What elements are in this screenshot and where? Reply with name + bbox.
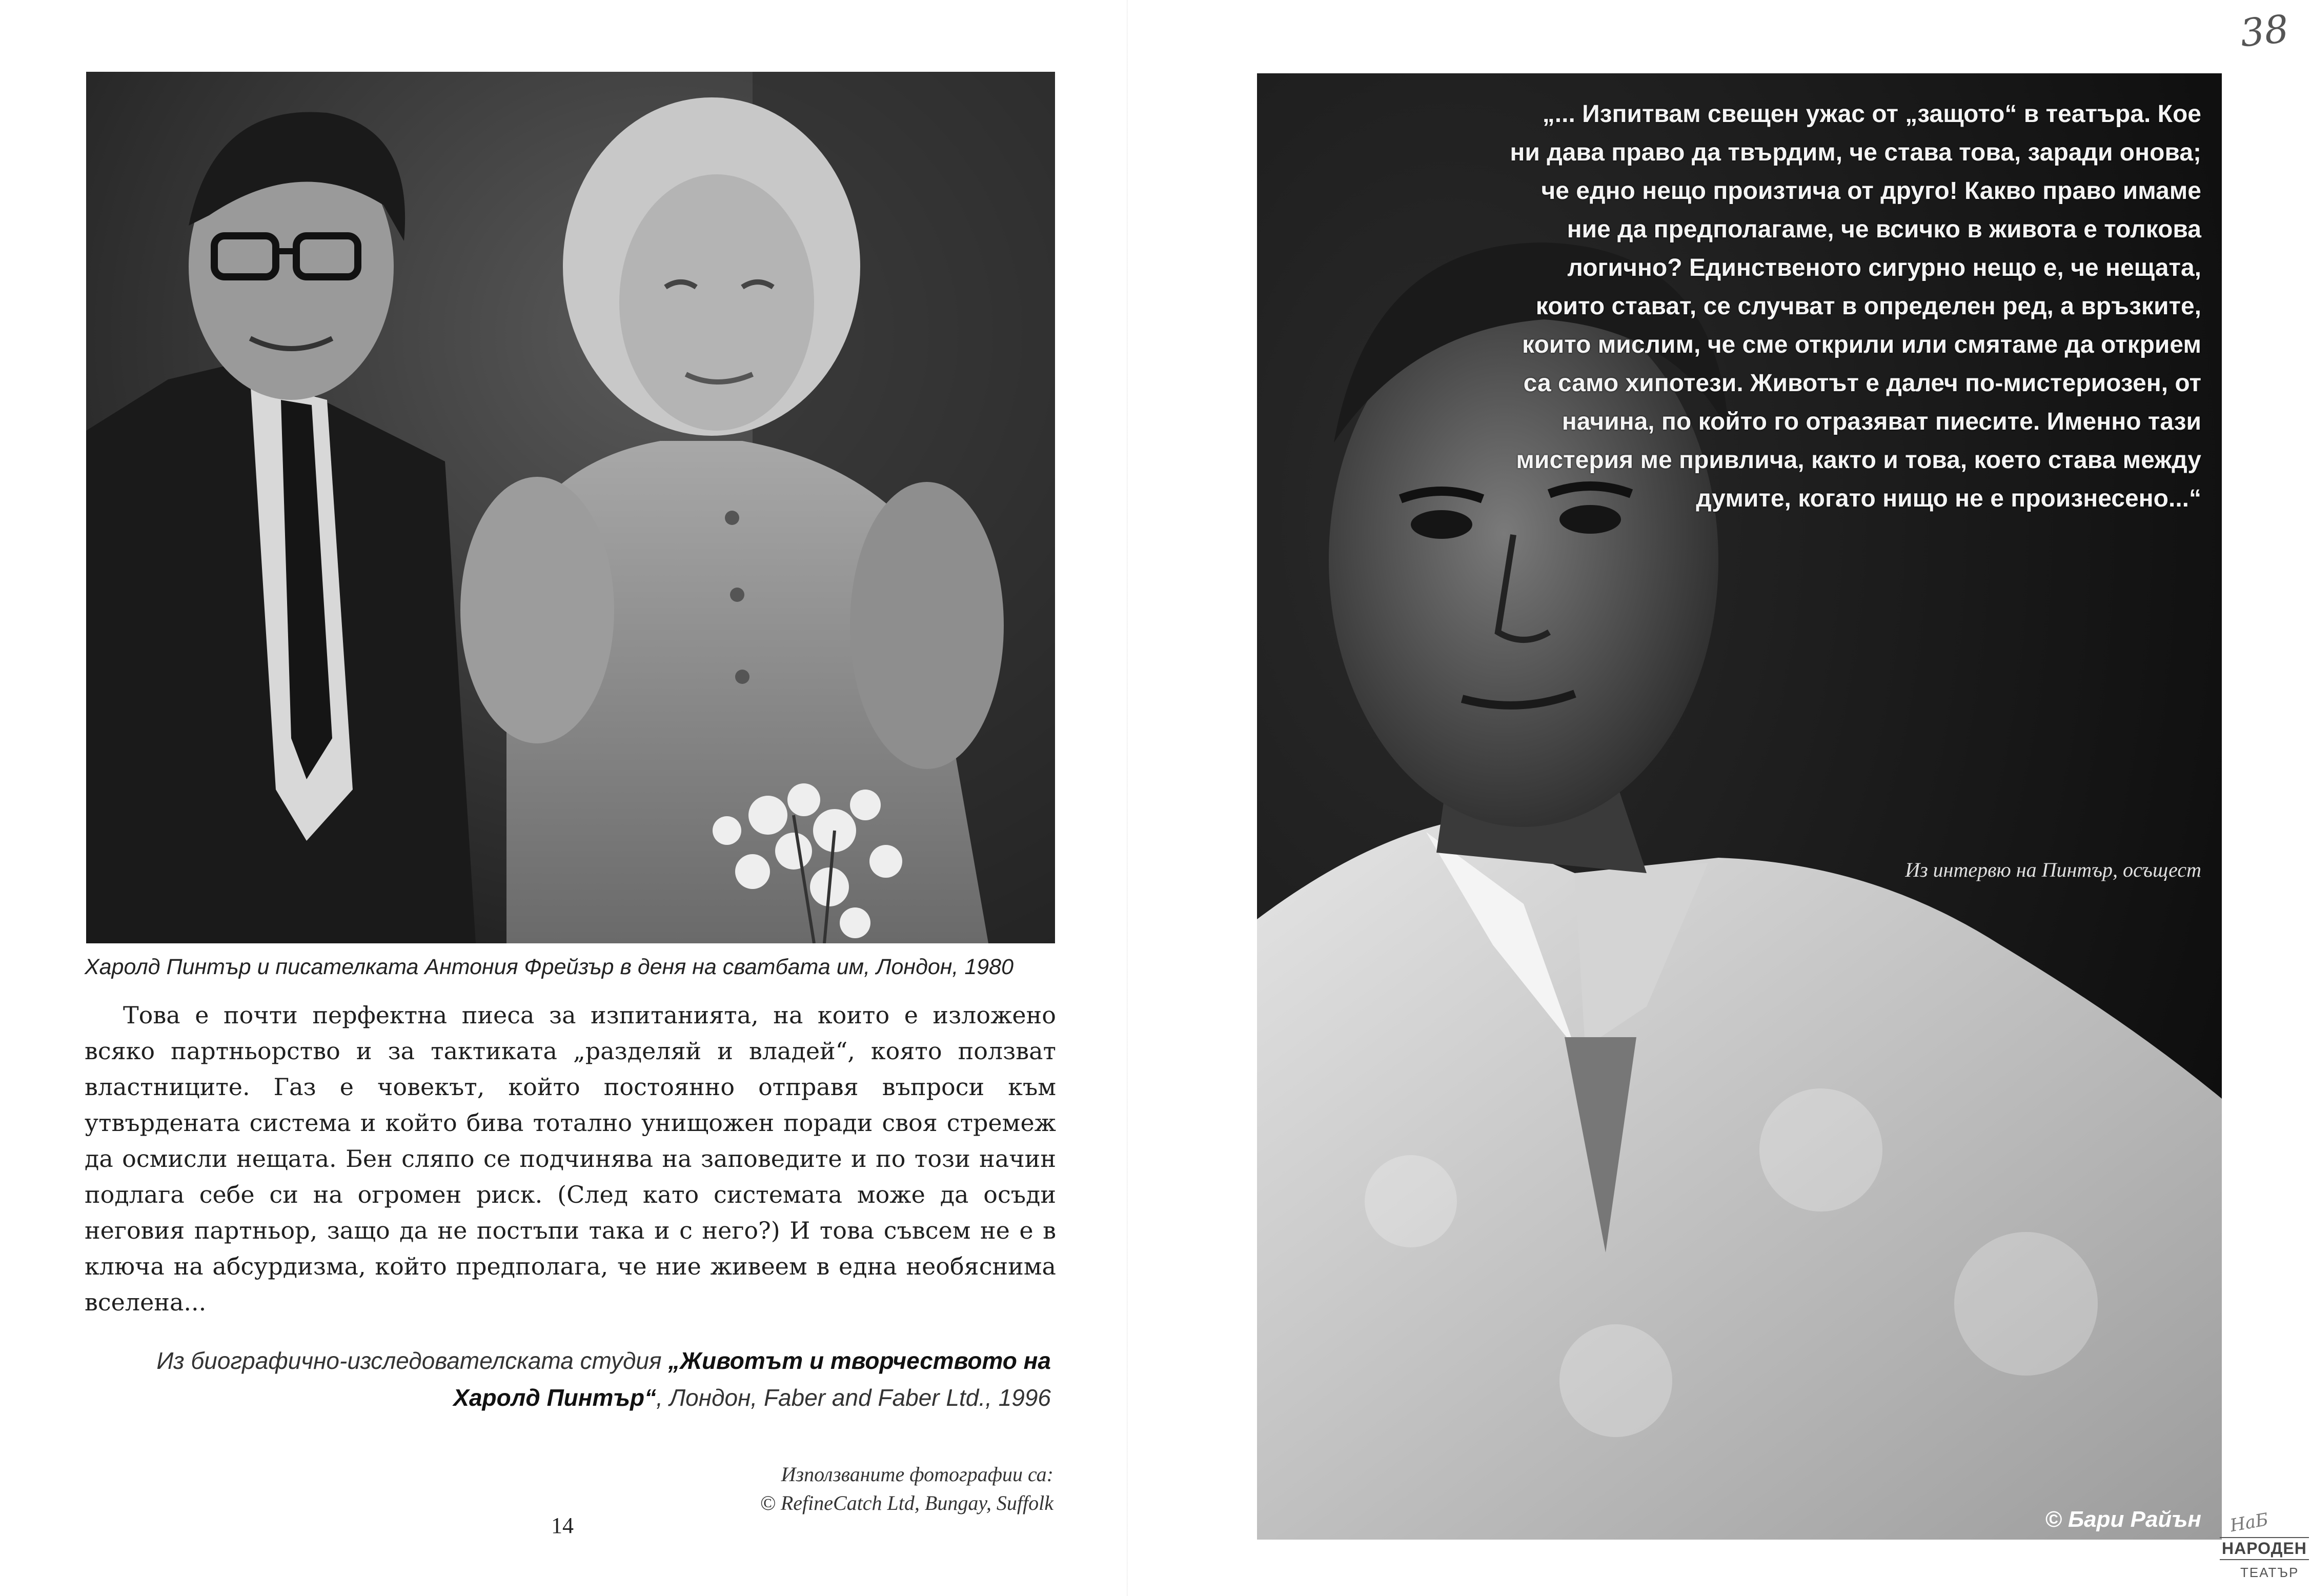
stamp-subtitle: ТЕАТЪР bbox=[2240, 1565, 2299, 1580]
portrait-photo bbox=[1257, 73, 2222, 1540]
photo-credits-owner: © RefineCatch Ltd, Bungay, Suffolk bbox=[760, 1491, 1053, 1514]
source-suffix: , Лондон, Faber and Faber Ltd., 1996 bbox=[656, 1384, 1051, 1411]
pinter-quote: „... Изпитвам свещен ужас от „защото“ в театъра. Кое ни дава право да твърдим, че става това, заради онова; че едно нещо произтича от друго! Какво право имаме ние да предполагаме, че всичко в живота е толкова логично? Единственото сигурно нещо е, че нещата, които стават, се случват в определен ред, а връзките, които мислим, че сме открили или смятаме да открием са само хипотези. Животът е далеч по-мистериозен, от начина, по който го отразяват пиесите. Именно тази мистерия ме привлича, както и това, което става между думите, когато нищо не е произнесено...“ bbox=[1510, 100, 2201, 512]
quote-source: Из интервю на Пинтър, осъщест bbox=[1905, 858, 2201, 881]
stamp-name: НАРОДЕН bbox=[2220, 1537, 2309, 1560]
handwritten-number: 38 bbox=[2238, 7, 2291, 56]
photo-caption: Харолд Пинтър и писателката Антония Фрейзър в деня на сватбата им, Лондон, 1980 bbox=[85, 955, 1013, 979]
photo-credits-label: Използваните фотографии са: bbox=[781, 1463, 1053, 1486]
article-paragraph: Това е почти перфектна пиеса за изпитанията, на които е изложено всяко партньорство и за тактиката „разделяй и владей“, която ползват властниците. Газ е човекът, който постоянно отправя въпроси към утвърдената система и който бива тотално унищожен поради своя стремеж да осмисли нещата. Бен сляпо се подчинява на заповедите и по този начин подлага себе си на огромен риск. (След като системата може да осъди неговия партньор, защо да не постъпи така и с него?) И това съвсем не е в ключа на абсурдизма, който предполага, че ние живеем в една необяснима вселена... bbox=[85, 1001, 1056, 1316]
photo-credits bbox=[592, 1460, 1053, 1518]
left-page bbox=[0, 0, 1128, 1596]
source-prefix: Из биографично-изследователската студия bbox=[156, 1347, 668, 1374]
national-theatre-stamp bbox=[2220, 1509, 2307, 1589]
source-title: „Животът и творчеството на Харолд Пинтър“ bbox=[453, 1347, 1051, 1411]
wedding-photo bbox=[86, 72, 1055, 943]
photographer-credit: © Бари Райън bbox=[2045, 1507, 2201, 1532]
stamp-signature: НаБ bbox=[2228, 1509, 2270, 1537]
page-number: 14 bbox=[551, 1513, 574, 1538]
wedding-photo-illustration bbox=[86, 72, 1055, 943]
source-citation bbox=[77, 1342, 1051, 1416]
